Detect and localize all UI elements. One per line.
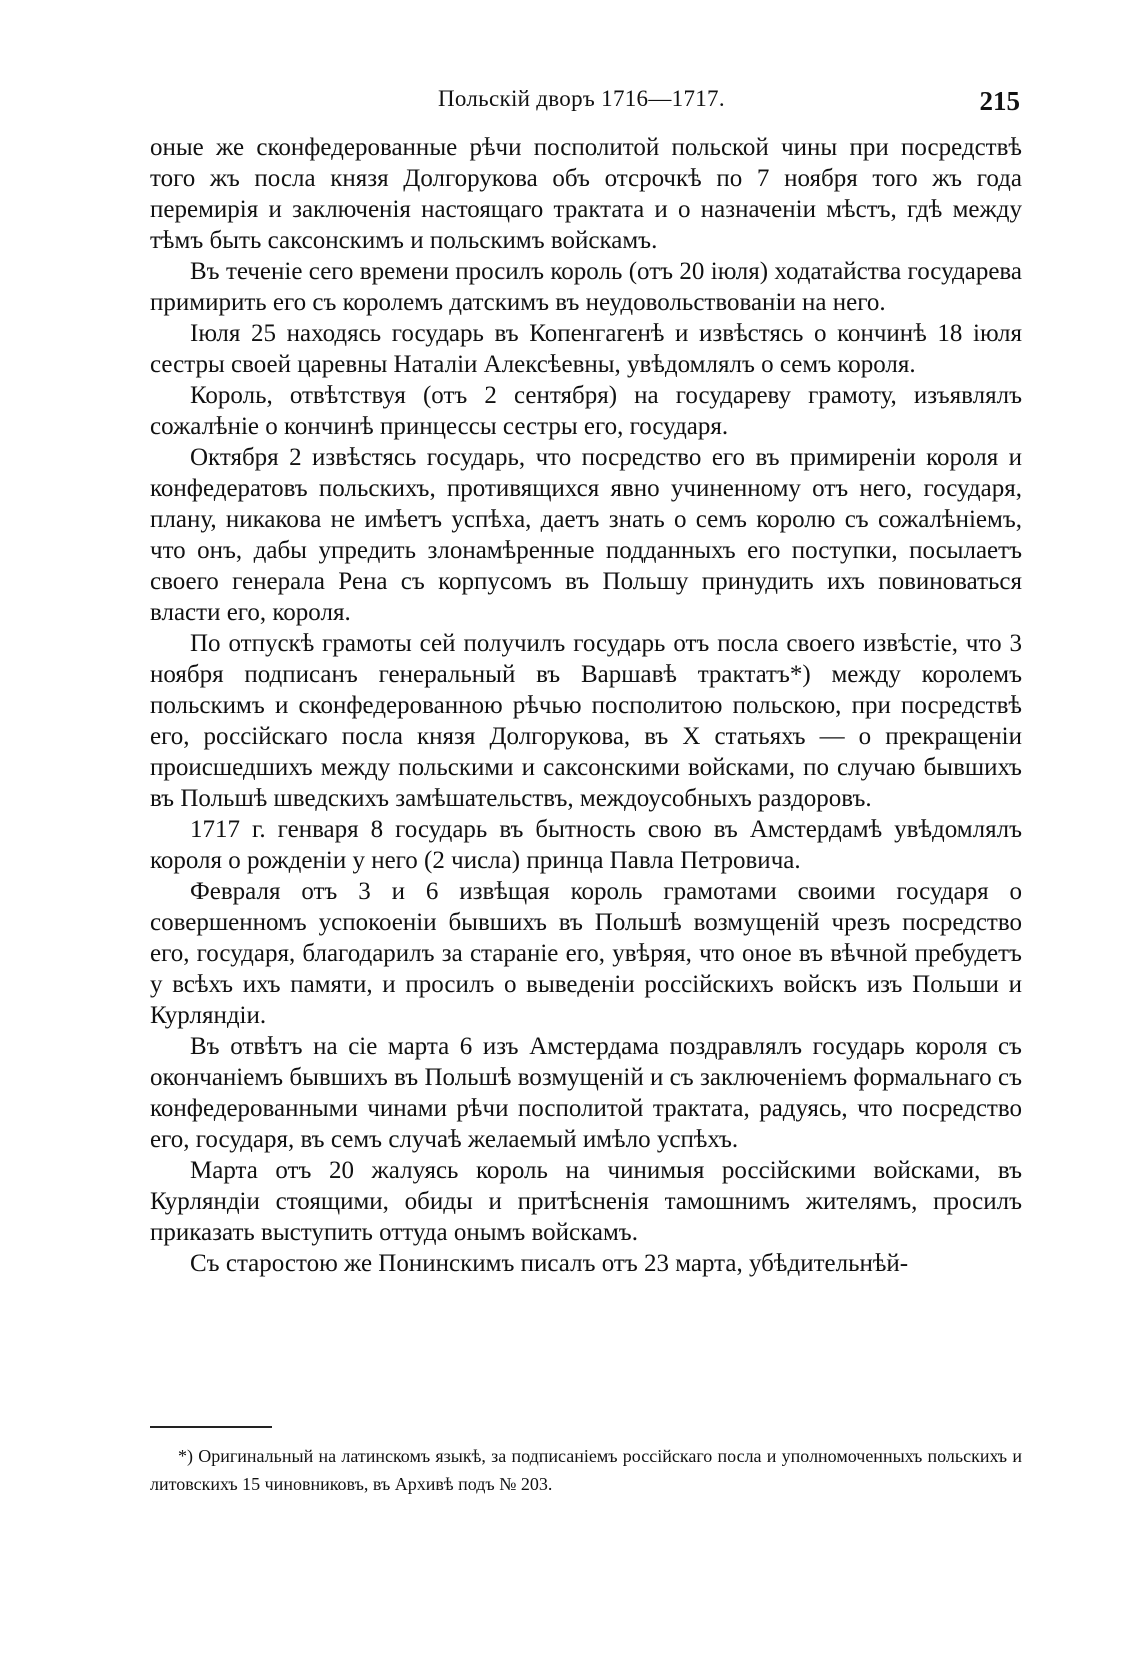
paragraph: Марта отъ 20 жалуясь король на чинимыя россійскими войсками, въ Курляндіи стоящими, обиды и притѣсненія тамошнимъ жителямъ, просилъ приказать выступить оттуда онымъ войскамъ. [150,1157,1022,1246]
paragraph: Октября 2 извѣстясь государь, что посредство его въ примиреніи короля и конфедератовъ польскихъ, противящихся явно учиненному отъ него, государя, плану, никакова не имѣетъ успѣха, даетъ знать о семъ королю съ сожалѣніемъ, что онъ, дабы упредить злонамѣренные подданныхъ его поступки, посылаетъ своего генерала Рена съ корпусомъ въ Польшу принудить ихъ повиноваться власти его, короля. [150,444,1022,626]
paragraph: По отпускѣ грамоты сей получилъ государь отъ посла своего извѣстіе, что 3 ноября подписанъ генеральный въ Варшавѣ трактатъ*) между королемъ польскимъ и сконфедерованною рѣчью посполитою польскою, при посредствѣ его, россійскаго посла князя Долгорукова, въ X статьяхъ — о прекращеніи происшедшихъ между польскими и саксонскими войсками, по случаю бывшихъ въ Польшѣ шведскихъ замѣшательствъ, междоусобныхъ раздоровъ. [150,630,1022,812]
paragraph-continuation: оные же сконфедерованные рѣчи посполитой польской чины при посредствѣ того жъ посла князя Долгорукова объ отсрочкѣ по 7 ноября того жъ года перемирія и заключенія настоящаго трактата и о назначеніи мѣстъ, гдѣ между тѣмъ быть саксонскимъ и польскимъ войскамъ. [150,134,1022,254]
paragraph: Февраля отъ 3 и 6 извѣщая король грамотами своими государя о совершенномъ успокоеніи бывшихъ въ Польшѣ возмущеній чрезъ посредство его, государя, благодарилъ за стараніе его, увѣряя, что оное въ вѣчной пребудетъ у всѣхъ ихъ памяти, и просилъ о выведеніи россійскихъ войскъ изъ Польши и Курляндіи. [150,878,1022,1029]
footnote-divider [150,1426,272,1428]
paragraph: Король, отвѣтствуя (отъ 2 сентября) на государеву грамоту, изъявлялъ сожалѣніе о кончинѣ принцессы сестры его, государя. [150,382,1022,440]
footnote: *) Оригинальный на латинскомъ языкѣ, за подписаніемъ россійскаго посла и уполномоченныхъ польскихъ и литовскихъ 15 чиновниковъ, въ Архивѣ подъ № 203. [150,1446,1022,1494]
paragraph: Іюля 25 находясь государь въ Копенгагенѣ и извѣстясь о кончинѣ 18 іюля сестры своей царевны Наталіи Алексѣевны, увѣдомлялъ о семъ короля. [150,320,1022,378]
body-text [150,132,1022,1279]
paragraph: 1717 г. генваря 8 государь въ бытность свою въ Амстердамѣ увѣдомлялъ короля о рожденіи у него (2 числа) принца Павла Петровича. [150,816,1022,874]
page-header [0,86,1140,126]
paragraph: Въ отвѣтъ на сіе марта 6 изъ Амстердама поздравлялъ государь короля съ окончаніемъ бывшихъ въ Польшѣ возмущеній и съ заключеніемъ формальнаго съ конфедерованными чинами рѣчи посполитой трактата, радуясь, что посредство его, государя, въ семъ случаѣ желаемый имѣло успѣхъ. [150,1033,1022,1153]
paragraph: Въ теченіе сего времени просилъ король (отъ 20 іюля) ходатайства государева примирить его съ королемъ датскимъ въ неудовольствованіи на него. [150,258,1022,316]
page-number: 215 [979,86,1020,116]
paragraph: Съ старостою же Понинскимъ писалъ отъ 23 марта, убѣдительнѣй- [190,1250,909,1277]
running-title: Польскій дворъ 1716—1717. [438,86,725,111]
